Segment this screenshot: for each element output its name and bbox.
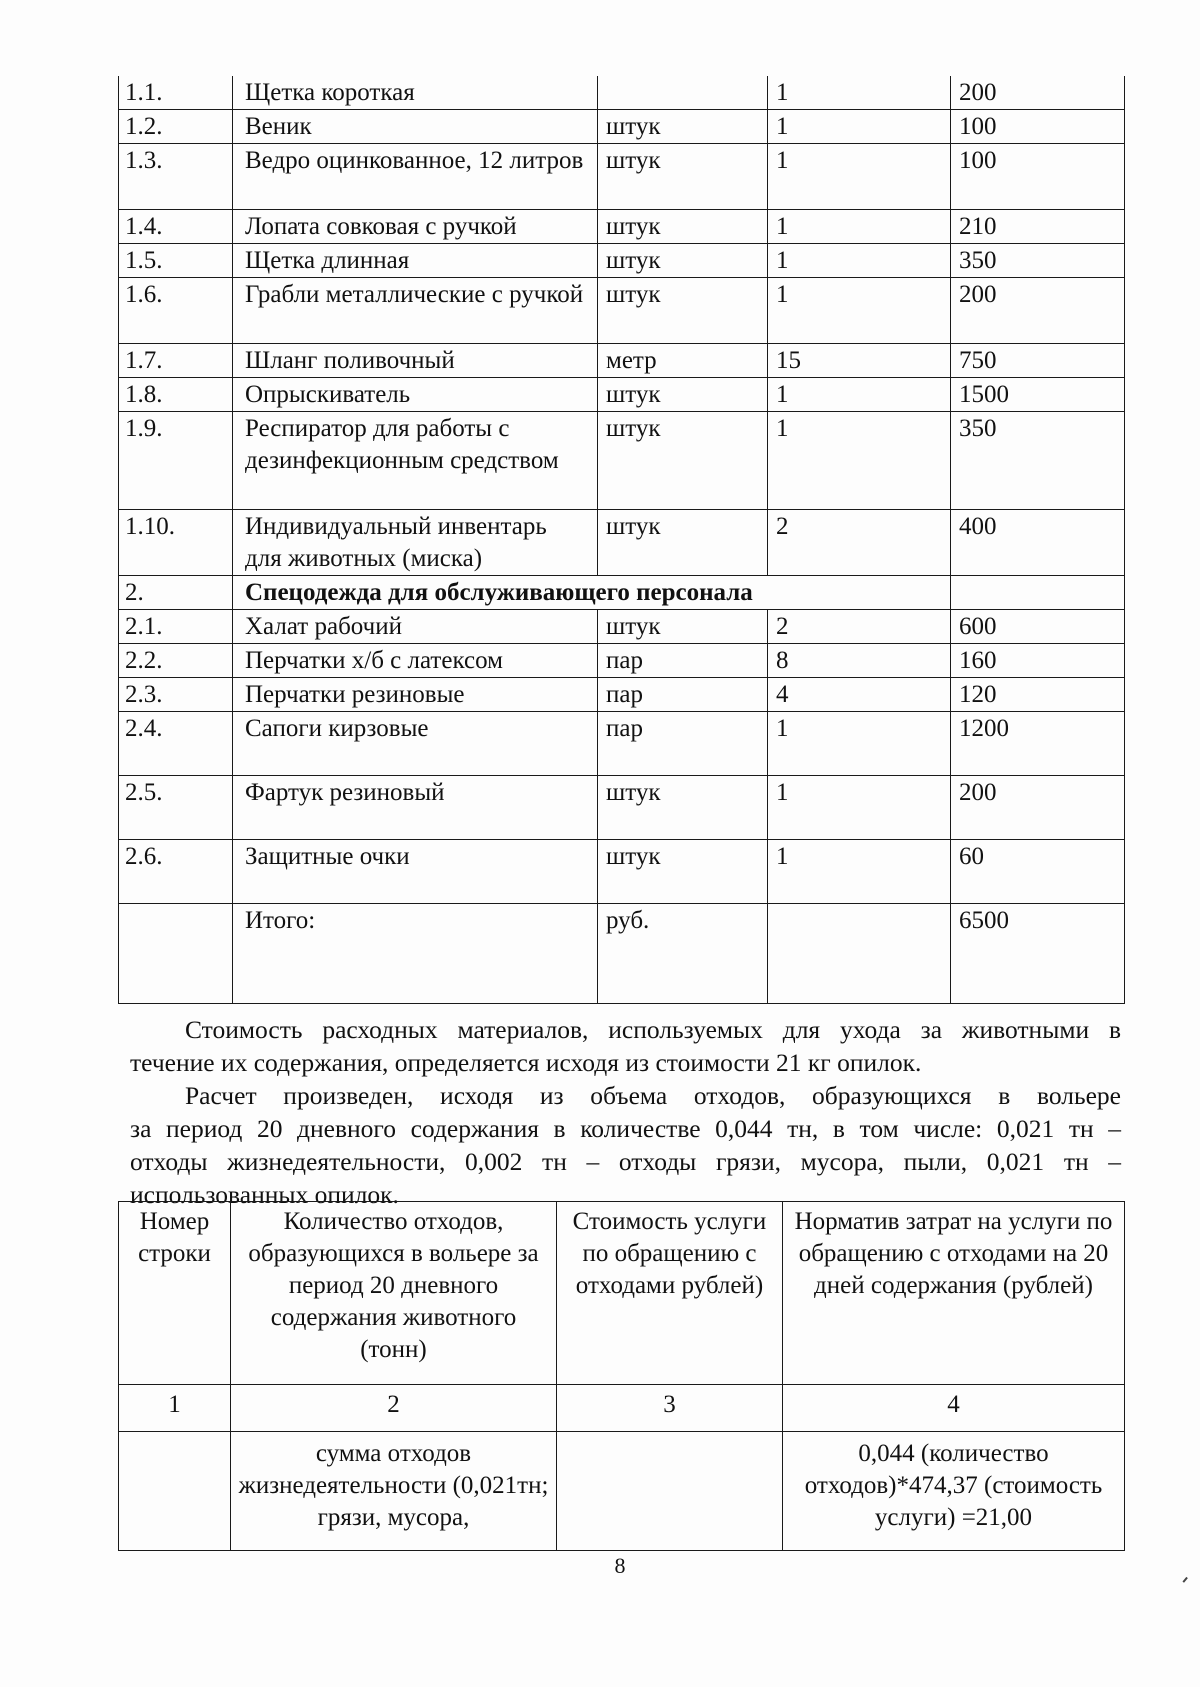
unit-cell: штук	[598, 378, 768, 412]
row-number-cell: 2.6.	[119, 840, 233, 904]
row-number-cell: 2.4.	[119, 712, 233, 776]
row-number-cell: 1.5.	[119, 244, 233, 278]
unit-cell: штук	[598, 840, 768, 904]
unit-cell: штук	[598, 210, 768, 244]
table-row	[119, 76, 1125, 110]
unit-cell	[598, 76, 768, 110]
quantity-cell: 1	[768, 244, 951, 278]
item-name-cell: Индивидуальный инвентарь для животных (миска)	[233, 510, 598, 576]
cost-cell: 750	[951, 344, 1125, 378]
item-name-cell: Перчатки х/б с латексом	[233, 644, 598, 678]
column-number-2: 2	[231, 1385, 557, 1432]
item-name-cell: Опрыскиватель	[233, 378, 598, 412]
cost-cell: 200	[951, 776, 1125, 840]
item-name-cell: Грабли металлические с ручкой	[233, 278, 598, 344]
cost-cell: 200	[951, 76, 1125, 110]
item-name-cell: Щетка короткая	[233, 76, 598, 110]
item-name-cell: Лопата совковая с ручкой	[233, 210, 598, 244]
item-name-cell: Шланг поливочный	[233, 344, 598, 378]
waste-cost-table	[118, 1201, 1125, 1551]
row-number-cell: 2.5.	[119, 776, 233, 840]
section-row	[119, 576, 1125, 610]
waste-table-header-row	[119, 1202, 1125, 1385]
cost-cell: 160	[951, 644, 1125, 678]
quantity-cell: 1	[768, 110, 951, 144]
item-name-cell: Щетка длинная	[233, 244, 598, 278]
paragraph-consumables-line2: течение их содержания, определяется исходя из стоимости 21 кг опилок.	[130, 1048, 922, 1077]
quantity-cell: 15	[768, 344, 951, 378]
waste-row-service-cost-cell	[557, 1432, 783, 1551]
table-row	[119, 776, 1125, 840]
table-row	[119, 610, 1125, 644]
column-number-4: 4	[783, 1385, 1125, 1432]
table-row	[119, 110, 1125, 144]
quantity-cell: 1	[768, 712, 951, 776]
row-number-cell: 1.1.	[119, 76, 233, 110]
quantity-cell: 1	[768, 210, 951, 244]
quantity-cell: 1	[768, 76, 951, 110]
header-service-cost: Стоимость услуги по обращению с отходами рублей)	[557, 1202, 783, 1385]
waste-row-number-cell	[119, 1432, 231, 1551]
item-name-cell: Сапоги кирзовые	[233, 712, 598, 776]
waste-row-cost-norm-cell: 0,044 (количество отходов)*474,37 (стоимость услуги) =21,00	[783, 1432, 1125, 1551]
table-row	[119, 210, 1125, 244]
unit-cell: штук	[598, 110, 768, 144]
unit-cell: штук	[598, 610, 768, 644]
table-row	[119, 278, 1125, 344]
cost-cell: 6500	[951, 904, 1125, 1004]
unit-cell: штук	[598, 776, 768, 840]
paragraph-consumables-line1: Стоимость расходных материалов, используемых для ухода за животными в	[185, 1015, 1121, 1044]
table-row	[119, 904, 1125, 1004]
quantity-cell: 2	[768, 510, 951, 576]
waste-table-column-numbers	[119, 1385, 1125, 1432]
item-name-cell: Респиратор для работы с дезинфекционным средством	[233, 412, 598, 510]
item-name-cell: Халат рабочий	[233, 610, 598, 644]
quantity-cell: 1	[768, 776, 951, 840]
cost-cell: 210	[951, 210, 1125, 244]
cost-cell: 200	[951, 278, 1125, 344]
quantity-cell: 1	[768, 144, 951, 210]
unit-cell: пар	[598, 644, 768, 678]
inventory-table	[118, 76, 1125, 1004]
item-name-cell: Ведро оцинкованное, 12 литров	[233, 144, 598, 210]
paragraph-calculation-line4: использованных опилок.	[130, 1180, 399, 1209]
unit-cell: пар	[598, 678, 768, 712]
paragraph-calculation-line2: за период 20 дневного содержания в количестве 0,044 тн, в том числе: 0,021 тн –	[130, 1114, 1121, 1143]
cost-cell: 1500	[951, 378, 1125, 412]
cost-cell: 1200	[951, 712, 1125, 776]
unit-cell: штук	[598, 510, 768, 576]
inventory-table-body	[119, 76, 1125, 1004]
row-number-cell: 2.1.	[119, 610, 233, 644]
quantity-cell: 1	[768, 840, 951, 904]
cost-cell	[951, 576, 1125, 610]
cost-cell: 600	[951, 610, 1125, 644]
section-title-cell: Спецодежда для обслуживающего персонала	[233, 576, 951, 610]
table-row	[119, 510, 1125, 576]
cost-cell: 60	[951, 840, 1125, 904]
quantity-cell: 2	[768, 610, 951, 644]
unit-cell: метр	[598, 344, 768, 378]
quantity-cell: 4	[768, 678, 951, 712]
row-number-cell: 1.9.	[119, 412, 233, 510]
cost-cell: 350	[951, 244, 1125, 278]
row-number-cell: 2.	[119, 576, 233, 610]
header-cost-norm: Норматив затрат на услуги по обращению с отходами на 20 дней содержания (рублей)	[783, 1202, 1125, 1385]
waste-table-row	[119, 1432, 1125, 1551]
unit-cell: штук	[598, 244, 768, 278]
quantity-cell: 1	[768, 412, 951, 510]
quantity-cell: 1	[768, 378, 951, 412]
paragraph-calculation-line3: отходы жизнедеятельности, 0,002 тн – отходы грязи, мусора, пыли, 0,021 тн –	[130, 1147, 1121, 1176]
item-name-cell: Защитные очки	[233, 840, 598, 904]
unit-cell: штук	[598, 278, 768, 344]
cost-cell: 100	[951, 110, 1125, 144]
unit-cell: штук	[598, 412, 768, 510]
table-row	[119, 678, 1125, 712]
table-row	[119, 644, 1125, 678]
row-number-cell: 1.3.	[119, 144, 233, 210]
quantity-cell: 1	[768, 278, 951, 344]
row-number-cell: 1.7.	[119, 344, 233, 378]
row-number-cell: 1.10.	[119, 510, 233, 576]
cost-cell: 400	[951, 510, 1125, 576]
item-name-cell: Перчатки резиновые	[233, 678, 598, 712]
unit-cell: пар	[598, 712, 768, 776]
row-number-cell: 1.2.	[119, 110, 233, 144]
unit-cell: руб.	[598, 904, 768, 1004]
quantity-cell: 8	[768, 644, 951, 678]
table-row	[119, 712, 1125, 776]
item-name-cell: Итого:	[233, 904, 598, 1004]
header-waste-amount: Количество отходов, образующихся в вольере за период 20 дневного содержания животного (тонн)	[231, 1202, 557, 1385]
table-row	[119, 412, 1125, 510]
row-number-cell: 1.8.	[119, 378, 233, 412]
cost-cell: 100	[951, 144, 1125, 210]
column-number-1: 1	[119, 1385, 231, 1432]
item-name-cell: Фартук резиновый	[233, 776, 598, 840]
cost-cell: 120	[951, 678, 1125, 712]
table-row	[119, 840, 1125, 904]
row-number-cell: 1.6.	[119, 278, 233, 344]
cost-cell: 350	[951, 412, 1125, 510]
row-number-cell: 2.2.	[119, 644, 233, 678]
row-number-cell	[119, 904, 233, 1004]
column-number-3: 3	[557, 1385, 783, 1432]
waste-row-amount-cell: сумма отходов жизнедеятельности (0,021тн; грязи, мусора,	[231, 1432, 557, 1551]
row-number-cell: 2.3.	[119, 678, 233, 712]
table-row	[119, 244, 1125, 278]
row-number-cell: 1.4.	[119, 210, 233, 244]
table-row	[119, 378, 1125, 412]
table-row	[119, 344, 1125, 378]
page-number: 8	[614, 1553, 626, 1578]
unit-cell: штук	[598, 144, 768, 210]
item-name-cell: Веник	[233, 110, 598, 144]
paragraph-calculation-line1: Расчет произведен, исходя из объема отходов, образующихся в вольере	[185, 1081, 1121, 1110]
quantity-cell	[768, 904, 951, 1004]
table-row	[119, 144, 1125, 210]
header-row-number: Номер строки	[119, 1202, 231, 1385]
